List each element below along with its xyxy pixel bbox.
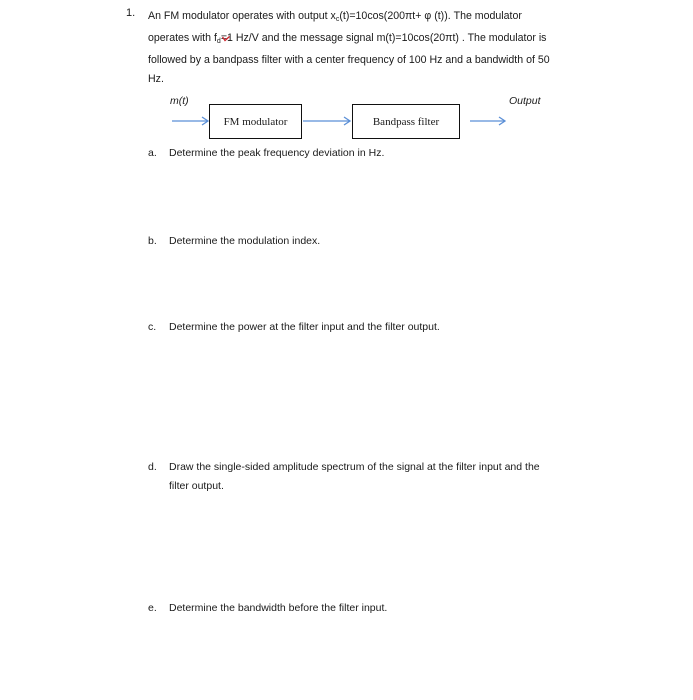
part-text: Determine the modulation index. — [169, 235, 321, 247]
part-text: Draw the single-sided amplitude spectrum of the signal at the filter input and the filter output. — [169, 461, 540, 492]
statement-line-1: An FM modulator operates with output $x_c(t)=10\cos(200\pi t+ \varphi$ (t)). The modulator — [148, 10, 522, 23]
input-signal-label: m(t) — [170, 95, 189, 107]
part-text: Determine the bandwidth before the filter input. — [169, 602, 388, 614]
fm-modulator-block: FM modulator — [209, 104, 302, 139]
question-number: 1. — [126, 7, 136, 19]
part-letter: e. — [148, 602, 157, 614]
part-letter: d. — [148, 461, 157, 473]
part-text: Determine the power at the filter input and the filter output. — [169, 321, 440, 333]
part-letter: c. — [148, 321, 157, 333]
statement-line-4: Hz. — [148, 73, 164, 85]
part-letter: a. — [148, 147, 157, 159]
fd-subscript-wrap — [217, 29, 221, 51]
statement-line-2: operates with $f_d$ =1 Hz/V and the message signal m(t)=10cos(20πt) . The modulator is — [148, 29, 608, 51]
statement-line-3: followed by a bandpass filter with a center frequency of 100 Hz and a bandwidth of 50 — [148, 54, 550, 66]
output-arrow-icon — [470, 117, 505, 125]
subscript-d: d — [216, 38, 221, 45]
subscript-c: c — [335, 16, 340, 23]
input-arrow-icon — [172, 117, 208, 125]
part-letter: b. — [148, 235, 157, 247]
spell-check-mark-icon — [222, 36, 230, 42]
bandpass-filter-block: Bandpass filter — [352, 104, 460, 139]
output-label: Output — [509, 95, 541, 107]
question-statement — [148, 7, 608, 89]
middle-arrow-icon — [303, 117, 350, 125]
part-text: Determine the peak frequency deviation in Hz. — [169, 147, 385, 159]
